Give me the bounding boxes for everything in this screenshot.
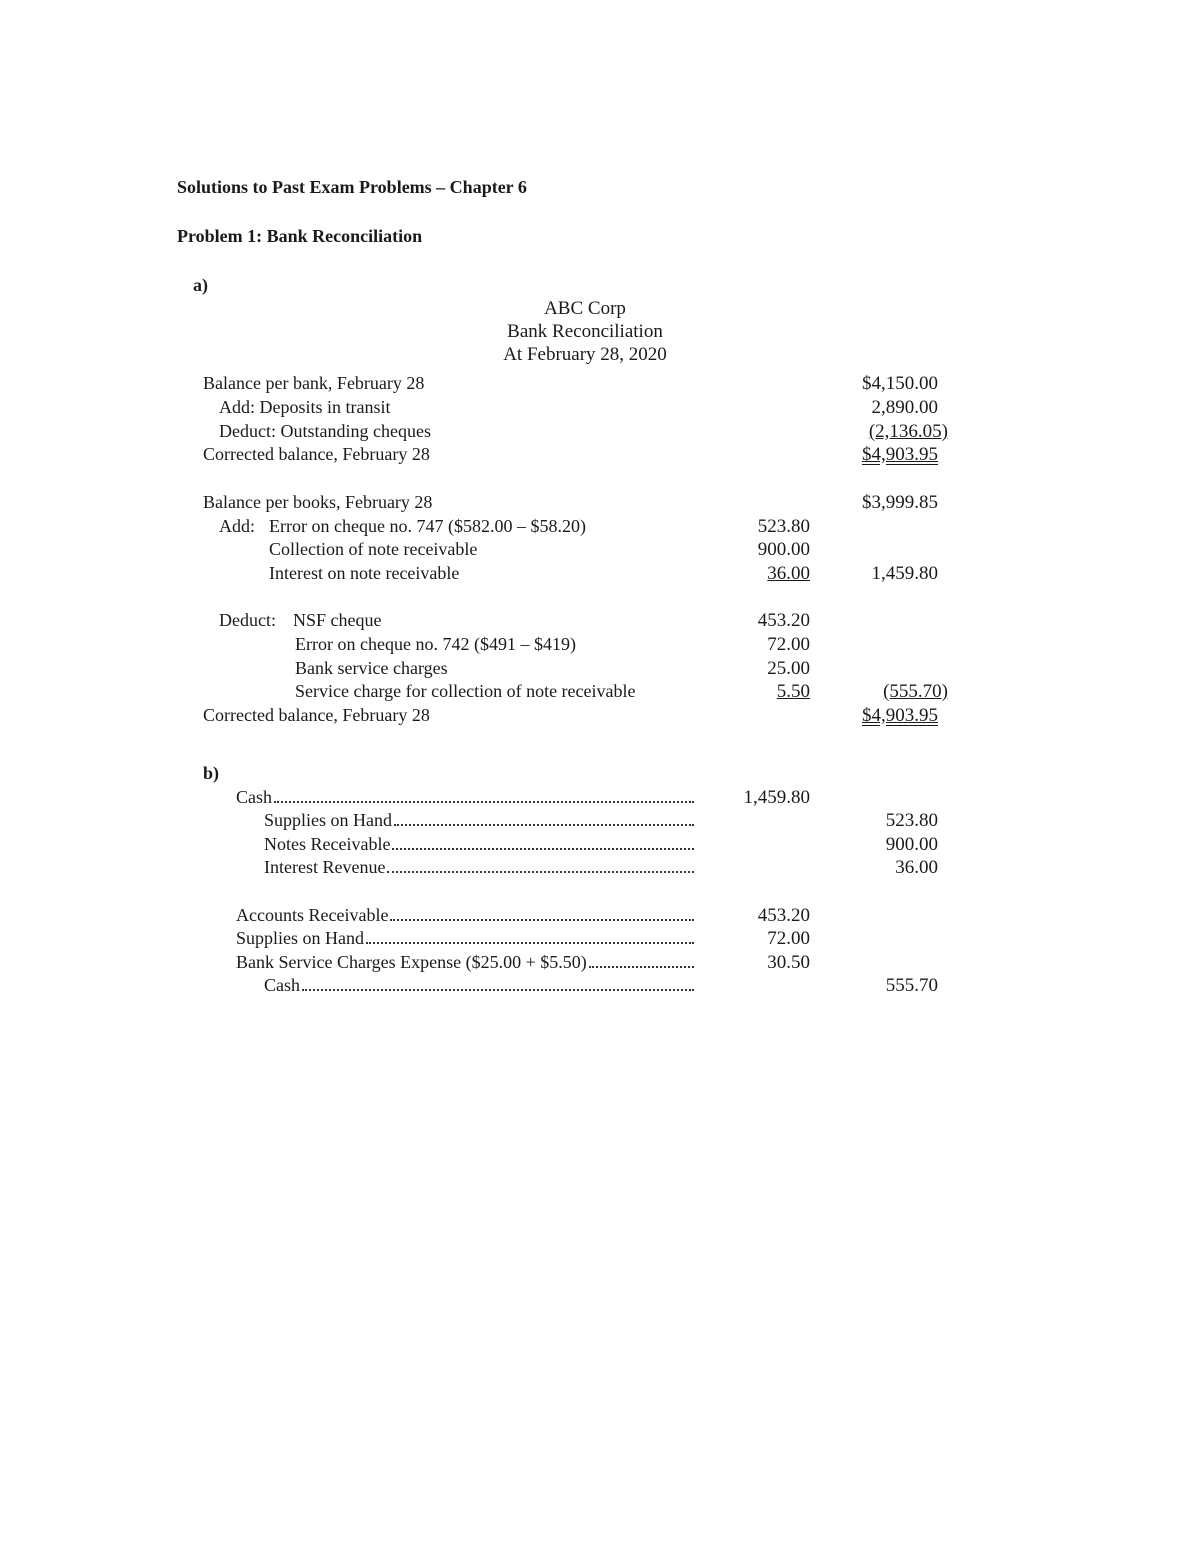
books-add-item: Collection of note receivable <box>269 539 478 559</box>
books-deduct-amount: 5.50 <box>776 681 810 702</box>
books-corrected-label: Corrected balance, February 28 <box>203 705 430 725</box>
bank-add-value: 2,890.00 <box>871 397 938 418</box>
report-date: At February 28, 2020 <box>503 344 667 365</box>
journal-debit: 30.50 <box>767 952 810 973</box>
journal-credit: 900.00 <box>885 834 938 855</box>
books-add-item: Interest on note receivable <box>269 563 460 583</box>
journal-account: Bank Service Charges Expense ($25.00 + $5.50) <box>236 951 694 974</box>
journal-credit: 555.70 <box>885 975 938 996</box>
report-name: Bank Reconciliation <box>507 321 663 342</box>
bank-deduct-label: Deduct: Outstanding cheques <box>219 421 431 441</box>
books-add-amount: 523.80 <box>757 516 810 537</box>
document-title: Solutions to Past Exam Problems – Chapter 6 <box>177 177 527 197</box>
books-deduct-amount: 453.20 <box>757 610 810 631</box>
books-deduct-prefix: Deduct: <box>219 610 276 630</box>
books-corrected-value: $4,903.95 <box>862 705 938 726</box>
journal-account: Accounts Receivable <box>236 904 694 927</box>
journal-credit: 523.80 <box>885 810 938 831</box>
books-deduct-amount: 72.00 <box>767 634 810 655</box>
part-a-label: a) <box>193 275 208 295</box>
books-add-amount: 900.00 <box>757 539 810 560</box>
journal-account: Cash <box>236 786 694 809</box>
books-deduct-amount: 25.00 <box>767 658 810 679</box>
books-balance-label: Balance per books, February 28 <box>203 492 433 512</box>
part-b-label: b) <box>203 763 220 783</box>
bank-corrected-value: $4,903.95 <box>862 444 938 465</box>
books-deduct-item: NSF cheque <box>293 610 382 630</box>
company-name: ABC Corp <box>544 298 626 319</box>
problem-title: Problem 1: Bank Reconciliation <box>177 226 423 246</box>
journal-credit: 36.00 <box>895 857 938 878</box>
journal-account: Supplies on Hand <box>264 809 694 832</box>
books-add-total: 1,459.80 <box>871 563 938 584</box>
bank-deduct-value: (2,136.05) <box>868 421 948 442</box>
journal-debit: 1,459.80 <box>743 787 810 808</box>
books-deduct-item: Service charge for collection of note receivable <box>295 681 636 701</box>
books-add-amount: 36.00 <box>767 563 810 584</box>
journal-debit: 453.20 <box>757 905 810 926</box>
books-add-item: Error on cheque no. 747 ($582.00 – $58.20) <box>269 516 586 536</box>
bank-balance-label: Balance per bank, February 28 <box>203 373 425 393</box>
books-deduct-total: (555.70) <box>883 681 948 702</box>
books-add-prefix: Add: <box>219 516 255 536</box>
books-balance-value: $3,999.85 <box>862 492 938 513</box>
bank-balance-value: $4,150.00 <box>862 373 938 394</box>
journal-account: Supplies on Hand <box>236 927 694 950</box>
journal-account: Interest Revenue <box>264 856 694 879</box>
journal-account: Notes Receivable <box>264 833 694 856</box>
books-deduct-item: Bank service charges <box>295 658 448 678</box>
bank-add-label: Add: Deposits in transit <box>219 397 391 417</box>
bank-corrected-label: Corrected balance, February 28 <box>203 444 430 464</box>
journal-debit: 72.00 <box>767 928 810 949</box>
books-deduct-item: Error on cheque no. 742 ($491 – $419) <box>295 634 576 654</box>
journal-account: Cash <box>264 974 694 997</box>
